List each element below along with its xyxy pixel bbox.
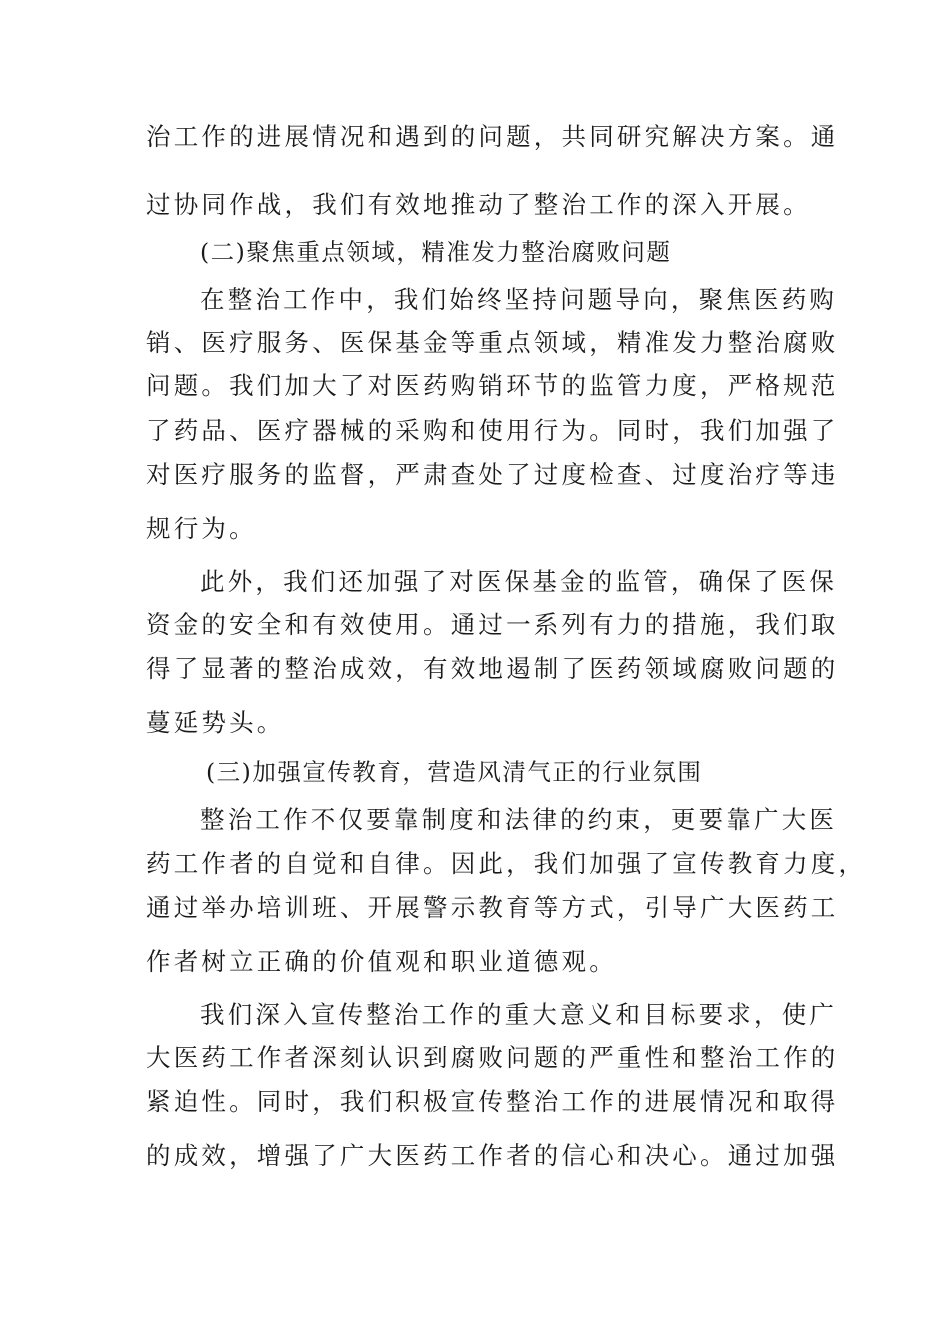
- text-line-7: 了药品、医疗器械的采购和使用行为。同时，我们加强了: [146, 416, 839, 445]
- text-line-5: 销、医疗服务、医保基金等重点领域，精准发力整治腐败: [146, 328, 839, 357]
- paragraph-start-line: 整治工作不仅要靠制度和法律的约束，更要靠广大医: [200, 805, 838, 834]
- text-line-16: 药工作者的自觉和自律。因此，我们加强了宣传教育力度，: [146, 849, 867, 878]
- text-line-22: 的成效，增强了广大医药工作者的信心和决心。通过加强: [146, 1141, 839, 1170]
- text-line-20: 大医药工作者深刻认识到腐败问题的严重性和整治工作的: [146, 1043, 839, 1072]
- text-line-11: 资金的安全和有效使用。通过一系列有力的措施，我们取: [146, 610, 839, 639]
- paragraph-start-line: 此外，我们还加强了对医保基金的监管，确保了医保: [200, 567, 838, 596]
- text-line-2: 过协同作战，我们有效地推动了整治工作的深入开展。: [146, 190, 811, 219]
- text-line-17: 通过举办培训班、开展警示教育等方式，引导广大医药工: [146, 893, 839, 922]
- text-line-13: 蔓延势头。: [146, 708, 285, 737]
- paragraph-start-line: 在整治工作中，我们始终坚持问题导向，聚焦医药购: [200, 285, 838, 314]
- section-heading-3: (三)加强宣传教育，营造风清气正的行业氛围: [206, 758, 703, 786]
- text-line-21: 紧迫性。同时，我们积极宣传整治工作的进展情况和取得: [146, 1087, 839, 1116]
- text-line-1: 治工作的进展情况和遇到的问题，共同研究解决方案。通: [146, 122, 839, 151]
- paragraph-start-line: 我们深入宣传整治工作的重大意义和目标要求，使广: [200, 1000, 838, 1029]
- text-line-9: 规行为。: [146, 514, 257, 543]
- text-line-12: 得了显著的整治成效，有效地遏制了医药领域腐败问题的: [146, 654, 839, 683]
- text-line-6: 问题。我们加大了对医药购销环节的监管力度，严格规范: [146, 371, 839, 400]
- text-line-8: 对医疗服务的监督，严肃查处了过度检查、过度治疗等违: [146, 460, 839, 489]
- section-heading-2: (二)聚焦重点领域，精准发力整治腐败问题: [200, 238, 672, 266]
- text-line-18: 作者树立正确的价值观和职业道德观。: [146, 947, 617, 976]
